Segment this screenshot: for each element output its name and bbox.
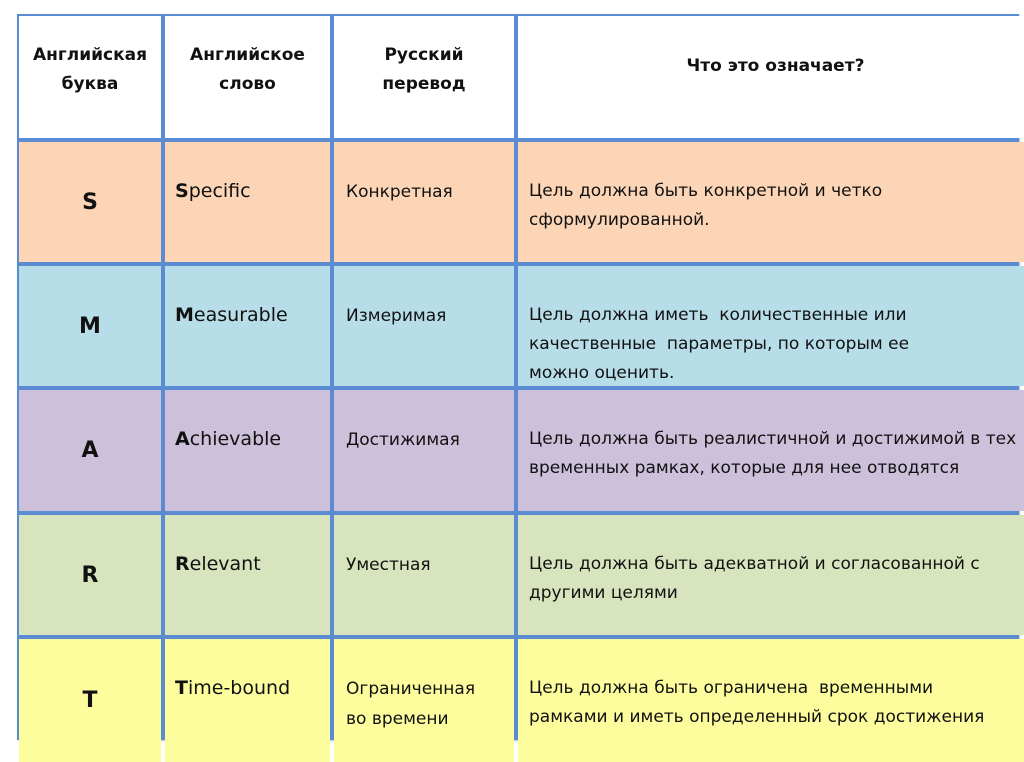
row-t-meaning [518, 639, 1024, 762]
row-s-meaning-text: Цель должна быть конкретной и четко сформулированной. [529, 181, 883, 230]
row-s-word-initial: S [175, 180, 189, 202]
row-t-letter: T [19, 639, 161, 762]
row-r-letter: R [19, 515, 161, 635]
row-s-letter: S [19, 142, 161, 262]
row-a-russian: Достижимая [334, 390, 514, 511]
row-t-word-initial: T [175, 677, 188, 699]
row-m-word-initial: M [175, 304, 194, 326]
smart-table [17, 14, 1019, 740]
row-a-word-initial: A [175, 428, 190, 450]
row-s-meaning [518, 142, 1024, 262]
header-russian-translation [334, 16, 514, 138]
row-m-word-rest: easurable [193, 304, 288, 326]
row-a-meaning [518, 390, 1024, 511]
header-english-word [165, 16, 330, 138]
row-t-meaning-text: Цель должна быть ограничена временными рамками и иметь определенный срок достижения [529, 678, 985, 727]
row-s-word [165, 142, 330, 262]
row-a-word [165, 390, 330, 511]
header-english-letter [19, 16, 161, 138]
row-m-russian: Измеримая [334, 266, 514, 386]
header-russian-translation-label: Русский перевод [382, 45, 466, 94]
row-m-meaning-text: Цель должна иметь количественные или качественные параметры, по которым ее можно оценить. [529, 305, 915, 383]
header-english-letter-label: Английская буква [32, 45, 148, 94]
row-r-word-initial: R [175, 553, 190, 575]
row-r-word-rest: elevant [189, 553, 261, 575]
row-m-word [165, 266, 330, 386]
row-a-meaning-text: Цель должна быть реалистичной и достижимой в тех временных рамках, которые для нее отводятся [529, 429, 1017, 478]
row-t-word [165, 639, 330, 762]
row-s-word-rest: pecific [188, 180, 251, 202]
row-r-word [165, 515, 330, 635]
row-t-word-rest: ime-bound [187, 677, 291, 699]
row-m-letter: M [19, 266, 161, 386]
row-s-russian: Конкретная [334, 142, 514, 262]
row-r-meaning [518, 515, 1024, 635]
row-m-meaning [518, 266, 1024, 386]
header-meaning-label: Что это означает? [686, 56, 865, 76]
row-a-letter: A [19, 390, 161, 511]
row-r-meaning-text: Цель должна быть адекватной и согласованной с другими целями [529, 554, 980, 603]
row-r-russian: Уместная [334, 515, 514, 635]
header-english-word-label: Английское слово [190, 45, 305, 94]
row-t-russian [334, 639, 514, 762]
row-t-russian-text: Ограниченная во времени [346, 679, 476, 729]
row-a-word-rest: chievable [189, 428, 282, 450]
header-meaning [518, 16, 1024, 138]
